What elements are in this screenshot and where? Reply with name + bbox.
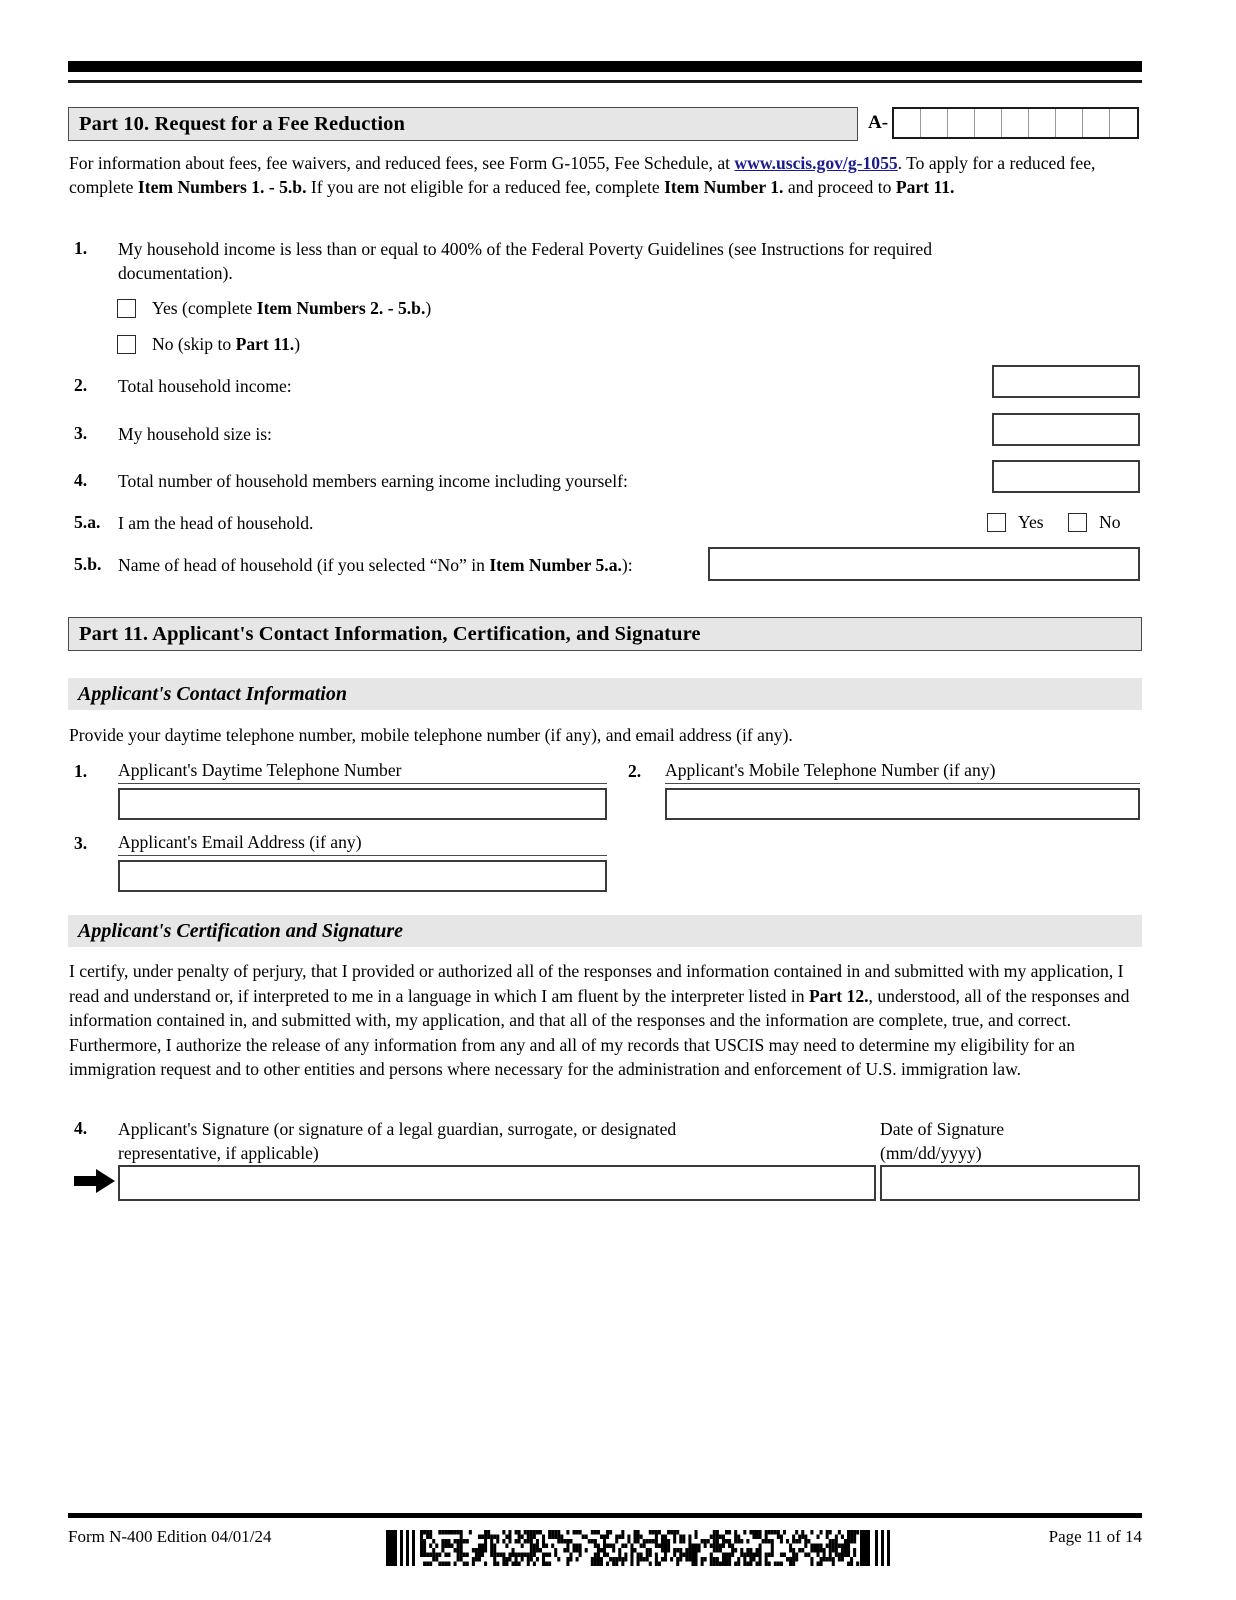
footer-rule	[68, 1513, 1142, 1518]
certification-paragraph	[69, 959, 1141, 1082]
signature-label	[118, 1118, 878, 1165]
form-edition-label: Form N-400 Edition 04/01/24	[68, 1527, 272, 1546]
date-label-line1: Date of Signature	[880, 1119, 1005, 1139]
contact-field-3-number: 3.	[74, 833, 88, 853]
part-10-title: Part 10. Request for a Fee Reduction	[79, 112, 406, 135]
email-address-input[interactable]	[118, 860, 607, 892]
part-11-header	[68, 617, 1142, 651]
daytime-telephone-label: Applicant's Daytime Telephone Number	[118, 760, 607, 784]
applicant-signature-input[interactable]	[118, 1165, 876, 1201]
part-10-header	[68, 107, 858, 141]
mobile-telephone-label: Applicant's Mobile Telephone Number (if any)	[665, 760, 1140, 784]
contact-instruction: Provide your daytime telephone number, mobile telephone number (if any), and email address (if any).	[69, 725, 793, 745]
intro-text-1: For information about fees, fee waivers, and reduced fees, see Form G-1055, Fee Schedule, at	[69, 153, 735, 173]
signature-label-line2: representative, if applicable)	[118, 1142, 319, 1163]
item-4-number: 4.	[74, 470, 88, 490]
form-page	[68, 0, 1142, 1600]
intro-bold-1: Item Numbers 1. - 5.b.	[137, 176, 307, 197]
cert-text-2: , understood, all of the responses and information contained in, and submitted with, my application, and that all of the responses and the information are complete, true, and correct. Furthermore, I authorize the release of any information from any and all of my records that USCIS may need to determine my eligibility for an immigration request and to other entities and persons where necessary for the administration and enforcement of U.S. immigration law.	[69, 985, 1130, 1079]
item-1-number: 1.	[74, 238, 88, 258]
item-3-number: 3.	[74, 423, 88, 443]
yes-suffix: )	[425, 298, 432, 318]
item-1-yes-checkbox[interactable]	[117, 299, 136, 318]
certification-subheader	[68, 915, 1142, 947]
certification-heading: Applicant's Certification and Signature	[78, 919, 404, 942]
header-rule-thin	[68, 80, 1142, 83]
contact-field-1-number: 1.	[74, 761, 88, 781]
head-of-household-name-input[interactable]	[708, 547, 1140, 581]
contact-information-subheader	[68, 678, 1142, 710]
item-1-no-checkbox[interactable]	[117, 335, 136, 354]
item-5b-prefix: Name of head of household (if you selected “No” in	[118, 555, 490, 575]
intro-bold-2: Item Number 1.	[664, 176, 784, 197]
item-2-text: Total household income:	[118, 376, 292, 396]
a-number-grid[interactable]	[892, 107, 1139, 139]
earning-members-input[interactable]	[992, 460, 1140, 493]
header-rule-thick	[68, 61, 1142, 72]
date-label-line2: (mm/dd/yyyy)	[880, 1142, 982, 1163]
cert-bold-1: Part 12.	[808, 985, 869, 1006]
contact-information-heading: Applicant's Contact Information	[78, 682, 347, 705]
item-3-text: My household size is:	[118, 424, 272, 444]
g-1055-link[interactable]: www.uscis.gov/g-1055	[734, 153, 898, 173]
item-4-text: Total number of household members earning income including yourself:	[118, 471, 628, 491]
email-address-label: Applicant's Email Address (if any)	[118, 832, 607, 856]
part-11-title: Part 11. Applicant's Contact Information, Certification, and Signature	[79, 622, 701, 645]
no-prefix: No (skip to	[152, 334, 236, 354]
item-5a-text: I am the head of household.	[118, 513, 314, 533]
a-number-cell[interactable]	[1110, 109, 1137, 137]
item-5a-yes-checkbox[interactable]	[987, 513, 1006, 532]
a-number-cell[interactable]	[975, 109, 1002, 137]
intro-text-3: If you are not eligible for a reduced fee, complete	[306, 176, 665, 197]
mobile-telephone-input[interactable]	[665, 788, 1140, 820]
signature-label-line1: Applicant's Signature (or signature of a legal guardian, surrogate, or designated	[118, 1119, 677, 1139]
a-number-label: A-	[868, 112, 889, 133]
cert-text-1: I certify, under penalty of perjury, that I provided or authorized all of the responses and information contained in and submitted with my application, I read and understand or, if interpreted to me in a language in which I am fluent by the interpreter listed in	[69, 961, 1124, 1006]
signature-arrow-icon	[74, 1168, 116, 1194]
item-1-text-line2: documentation).	[118, 262, 233, 283]
yes-prefix: Yes (complete	[152, 298, 257, 318]
a-number-cell[interactable]	[1029, 109, 1056, 137]
pdf417-barcode	[386, 1528, 894, 1568]
intro-text-4: and proceed to	[783, 176, 896, 197]
item-5b-text	[118, 554, 633, 578]
household-size-input[interactable]	[992, 413, 1140, 446]
daytime-telephone-input[interactable]	[118, 788, 607, 820]
contact-field-2-number: 2.	[628, 761, 642, 781]
item-1-yes-label	[152, 298, 431, 319]
a-number-cell[interactable]	[921, 109, 948, 137]
item-2-number: 2.	[74, 375, 88, 395]
no-suffix: )	[294, 334, 301, 354]
no-bold: Part 11.	[235, 334, 295, 354]
item-5b-suffix: ):	[621, 555, 633, 575]
item-5a-yes-label: Yes	[1018, 512, 1044, 532]
a-number-cell[interactable]	[1056, 109, 1083, 137]
total-household-income-input[interactable]	[992, 365, 1140, 398]
intro-bold-3: Part 11.	[895, 176, 955, 197]
date-of-signature-input[interactable]	[880, 1165, 1140, 1201]
a-number-cell[interactable]	[1083, 109, 1110, 137]
date-of-signature-label	[880, 1118, 1130, 1165]
item-5a-number: 5.a.	[74, 512, 101, 532]
item-5a-no-label: No	[1099, 512, 1121, 532]
page-number-label: Page 11 of 14	[1048, 1527, 1142, 1546]
a-number-cell[interactable]	[894, 109, 921, 137]
item-1-text	[118, 238, 1118, 285]
a-number-cell[interactable]	[1002, 109, 1029, 137]
item-1-text-line1: My household income is less than or equal to 400% of the Federal Poverty Guidelines (see Instructions for required	[118, 239, 933, 259]
item-5b-bold: Item Number 5.a.	[489, 555, 622, 575]
item-1-no-label	[152, 334, 300, 355]
part-10-intro-paragraph	[69, 152, 1141, 199]
a-number-field[interactable]	[868, 107, 1139, 139]
yes-bold: Item Numbers 2. - 5.b.	[256, 298, 426, 318]
item-5b-number: 5.b.	[74, 554, 102, 574]
signature-item-number: 4.	[74, 1118, 88, 1138]
a-number-cell[interactable]	[948, 109, 975, 137]
intro-text-2: . To apply for a reduced fee, complete	[69, 153, 1096, 197]
item-5a-no-checkbox[interactable]	[1068, 513, 1087, 532]
